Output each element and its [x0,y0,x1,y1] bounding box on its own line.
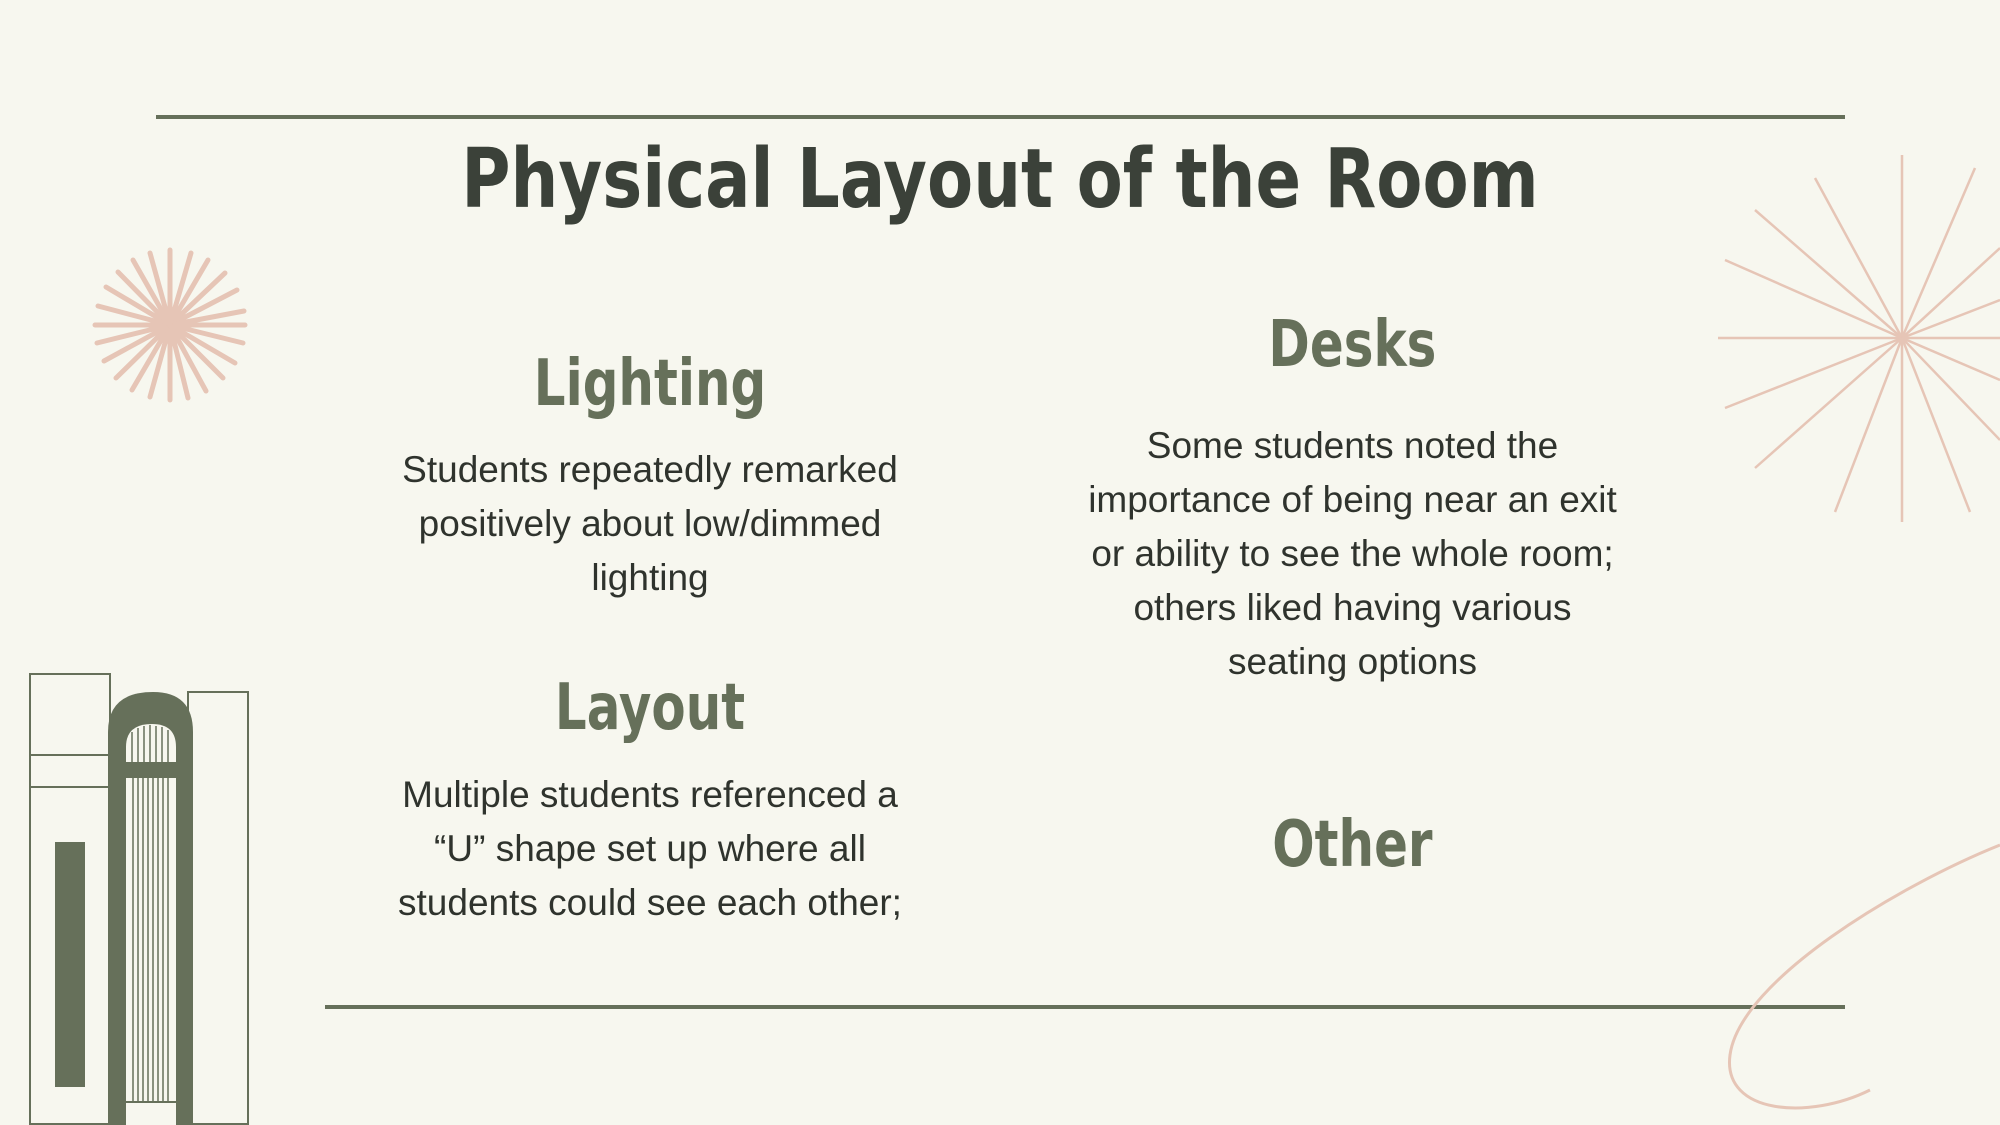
body-desks: Some students noted the importance of being near an exit or ability to see the whole room; others liked having various seating options [1088,425,1617,682]
heading-lighting: Lighting [533,347,767,421]
body-layout: Multiple students referenced a “U” shape set up where all students could see each other; [398,774,902,923]
decorative-curve [1700,830,2000,1125]
slide-title: Physical Layout of the Room [461,132,1539,227]
bottom-divider [325,1005,1845,1009]
top-divider [156,115,1845,119]
starburst-icon [90,245,250,405]
starburst-icon [1715,150,2000,530]
body-lighting: Students repeatedly remarked positively about low/dimmed lighting [402,449,898,598]
heading-layout: Layout [554,671,746,745]
heading-other: Other [1272,808,1433,882]
books-illustration [28,672,253,1125]
heading-desks: Desks [1268,308,1437,382]
